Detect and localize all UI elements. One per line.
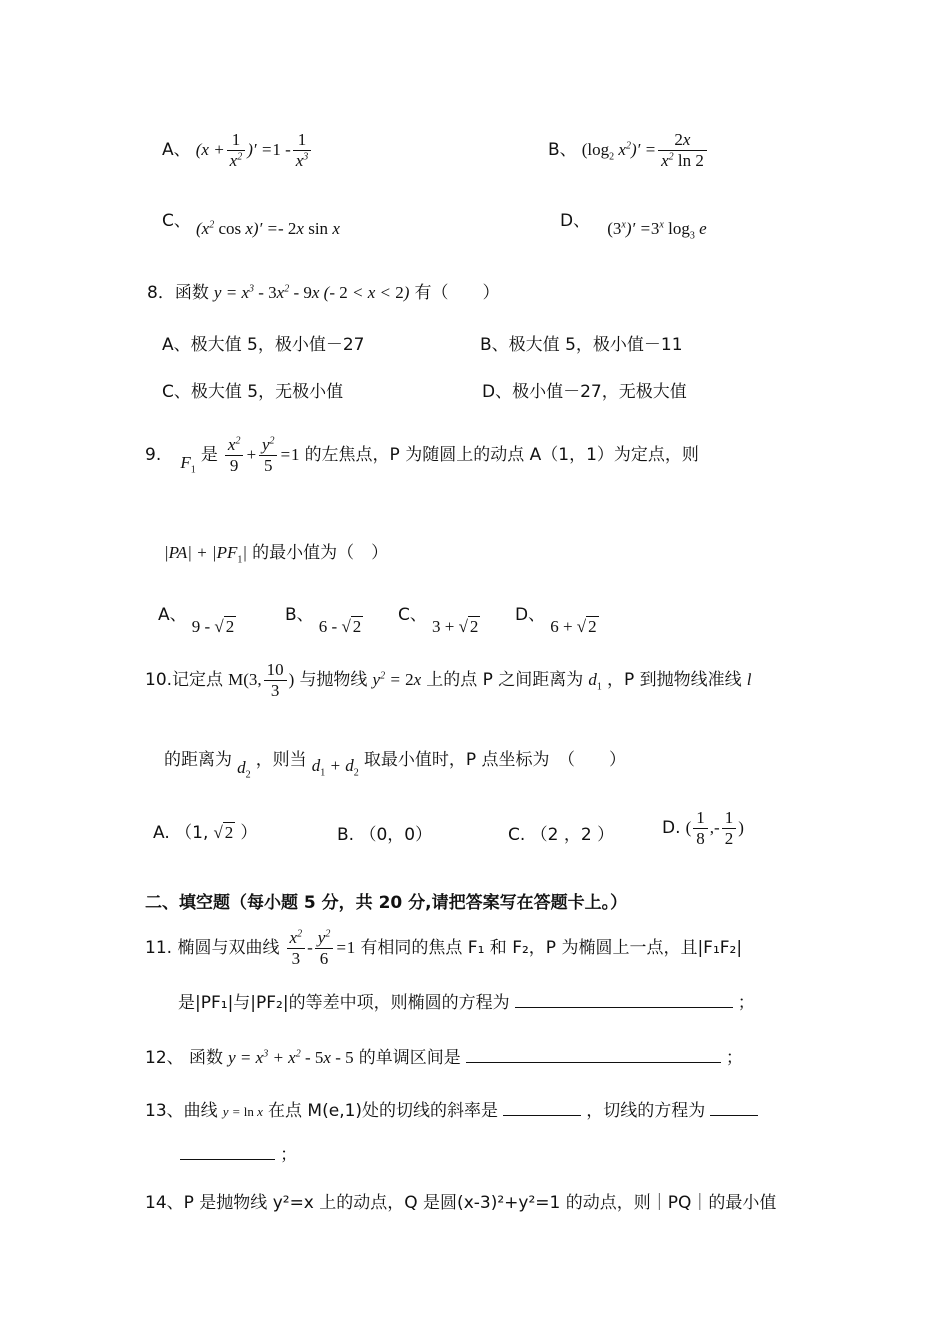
q9-b-label: B、 [285, 605, 314, 625]
q10-a-end: ） [240, 823, 258, 843]
q8-option-a: A、极大值 5，极小值－27 [162, 335, 365, 355]
q9-option-b [285, 600, 363, 636]
q9-option-d [515, 600, 599, 636]
q11-prefix: 11. 椭圆与双曲线 [145, 937, 280, 958]
q8-option-b: B、极大值 5，极小值－11 [480, 335, 683, 355]
q8-option-c: C、极大值 5，无极小值 [162, 382, 344, 402]
q7-d-label: D、 [560, 211, 591, 231]
q10-mid3: ，P 到抛物线准线 [606, 669, 742, 690]
q12-line [145, 1043, 743, 1068]
q13-tangent-blank-start[interactable] [710, 1101, 758, 1116]
q10-d-label: D. [662, 817, 681, 838]
q9-option-a [158, 600, 236, 636]
q10-d2: $d_2$ [237, 758, 251, 781]
q8-stem [147, 278, 500, 303]
q9-line1 [145, 435, 699, 477]
q8-option-d: D、极小值－27，无极大值 [482, 382, 687, 402]
q10-a-sqrt: √ 2 [213, 823, 234, 842]
q7-d-formula: $(3^x)' =3^x$ $\log_3 e$ [607, 219, 707, 242]
q9-option-c [398, 600, 480, 636]
q9-d-label: D、 [515, 605, 546, 625]
q8-suffix: 有（ ） [414, 283, 500, 303]
q13-line1 [145, 1096, 758, 1121]
q10-option-d [662, 808, 744, 850]
q7-a-label: A、 [162, 139, 191, 160]
q9-line2 [164, 538, 388, 565]
q10-parabola: $y^2 = 2x$ [372, 669, 422, 689]
q13-line2 [180, 1140, 297, 1165]
q11-suffix: 有相同的焦点 F₁ 和 F₂，P 为椭圆上一点，且|F₁F₂| [360, 937, 743, 958]
q10-d1: $d_1$ [588, 669, 602, 693]
q9-f1: $F_1$ [180, 452, 196, 476]
q7-option-a [162, 130, 313, 172]
q10-d1-plus-d2: $d_1 + d_2$ [311, 756, 359, 779]
q10-line2-a: 的距离为 [164, 750, 232, 770]
q8-function: $y = x^3 - 3x^2 - 9x$ (- 2 < x < 2) [213, 283, 410, 302]
q11-line2-text: 是|PF₁|与|PF₂|的等差中项，则椭圆的方程为 [178, 993, 510, 1013]
q9-c-value: 3 + √ 2 [431, 617, 479, 636]
q7-c-formula: ($x^2$ cos x)′ =- 2x sin x [195, 219, 340, 238]
q10-option-a [153, 818, 257, 843]
q10-option-c: C. （2 ，2 ） [508, 825, 615, 845]
q9-a-label: A、 [158, 605, 187, 625]
q9-d-value: 6 + √ 2 [550, 617, 597, 636]
q7-b-label: B、 [548, 139, 577, 160]
q10-option-b: B. （0，0） [337, 825, 433, 845]
q9-text2: 的最小值为（ ） [252, 543, 389, 563]
q11-line2 [178, 988, 755, 1013]
section-title-fill-blank: 二、填空题（每小题 5 分，共 20 分,请把答案写在答题卡上。） [145, 893, 628, 913]
q13-tangent-blank-end[interactable] [180, 1145, 275, 1160]
q11-end: ； [737, 993, 755, 1013]
q10-prefix: 10.记定点 [145, 669, 224, 690]
q13-slope-blank[interactable] [503, 1101, 581, 1116]
q14-text: 14、P 是抛物线 y²=x 上的动点，Q 是圆(x-3)²+y²=1 的动点，则｜PQ｜的最小值 [145, 1193, 777, 1213]
q7-b-formula: ($\log_2$ $x^2)'$ = $\frac{2x}{x^2 \ln 2}$ [582, 140, 709, 159]
q9-number: 9. [145, 444, 162, 465]
q7-a-formula: (x + $\frac{1}{x^2}$ )′ =1 - $\frac{1}{x^3}$ [196, 140, 314, 159]
q11-hyperbola: $\frac{x^2}{3}$ - $\frac{y^2}{6}$ =1 [285, 938, 356, 957]
q12-suffix: 的单调区间是 [358, 1048, 461, 1068]
q7-c-label: C、 [162, 211, 191, 231]
q9-text1: 的左焦点，P 为随圆上的动点 A（1，1）为定点，则 [304, 444, 699, 465]
q13-mid2: ，切线的方程为 [586, 1101, 706, 1121]
q10-line2-c: 取最小值时，P 点坐标为 （ ） [363, 750, 627, 770]
q11-line1 [145, 928, 742, 970]
q9-c-label: C、 [398, 605, 427, 625]
q10-line2 [164, 745, 627, 781]
q13-mid: 在点 M(e,1)处的切线的斜率是 [268, 1101, 499, 1121]
q8-prefix: 8．函数 [147, 283, 209, 303]
q9-ellipse: $\frac{x^2}{9}$ + $\frac{y^2}{5}$ =1 [223, 445, 300, 464]
q9-expression: $|PA| + |PF_1|$ [164, 543, 248, 566]
q13-prefix: 13、曲线 [145, 1101, 218, 1121]
q10-mid2: 上的点 P 之间距离为 [426, 669, 584, 690]
q10-line1 [145, 660, 751, 702]
q7-option-b [548, 130, 709, 172]
q12-end: ； [725, 1048, 743, 1068]
q13-end: ； [280, 1145, 298, 1165]
q10-a-text: A. （1, [153, 823, 209, 843]
q12-prefix: 12、 函数 [145, 1048, 224, 1068]
q10-line2-b: ，则当 [255, 750, 307, 770]
q13-curve: y = ln x [222, 1104, 263, 1119]
q10-l: l [746, 669, 752, 689]
q10-mid1: 与抛物线 [299, 669, 368, 690]
q12-answer-blank[interactable] [466, 1048, 721, 1063]
q7-option-d [560, 206, 707, 242]
q12-function: $y = x^3 + x^2 - 5x - 5$ [228, 1048, 354, 1067]
q9-b-value: 6 - √ 2 [318, 617, 362, 636]
q11-answer-blank[interactable] [515, 993, 733, 1008]
q9-is: 是 [200, 444, 218, 465]
q10-d-value: ( $\frac{1}{8}$ ,- $\frac{1}{2}$ ) [685, 808, 744, 849]
q7-option-c [162, 206, 340, 238]
q9-a-value: 9 - √ 2 [191, 617, 235, 636]
q10-point-m: M(3, $\frac{10}{3}$ ) [228, 660, 295, 701]
